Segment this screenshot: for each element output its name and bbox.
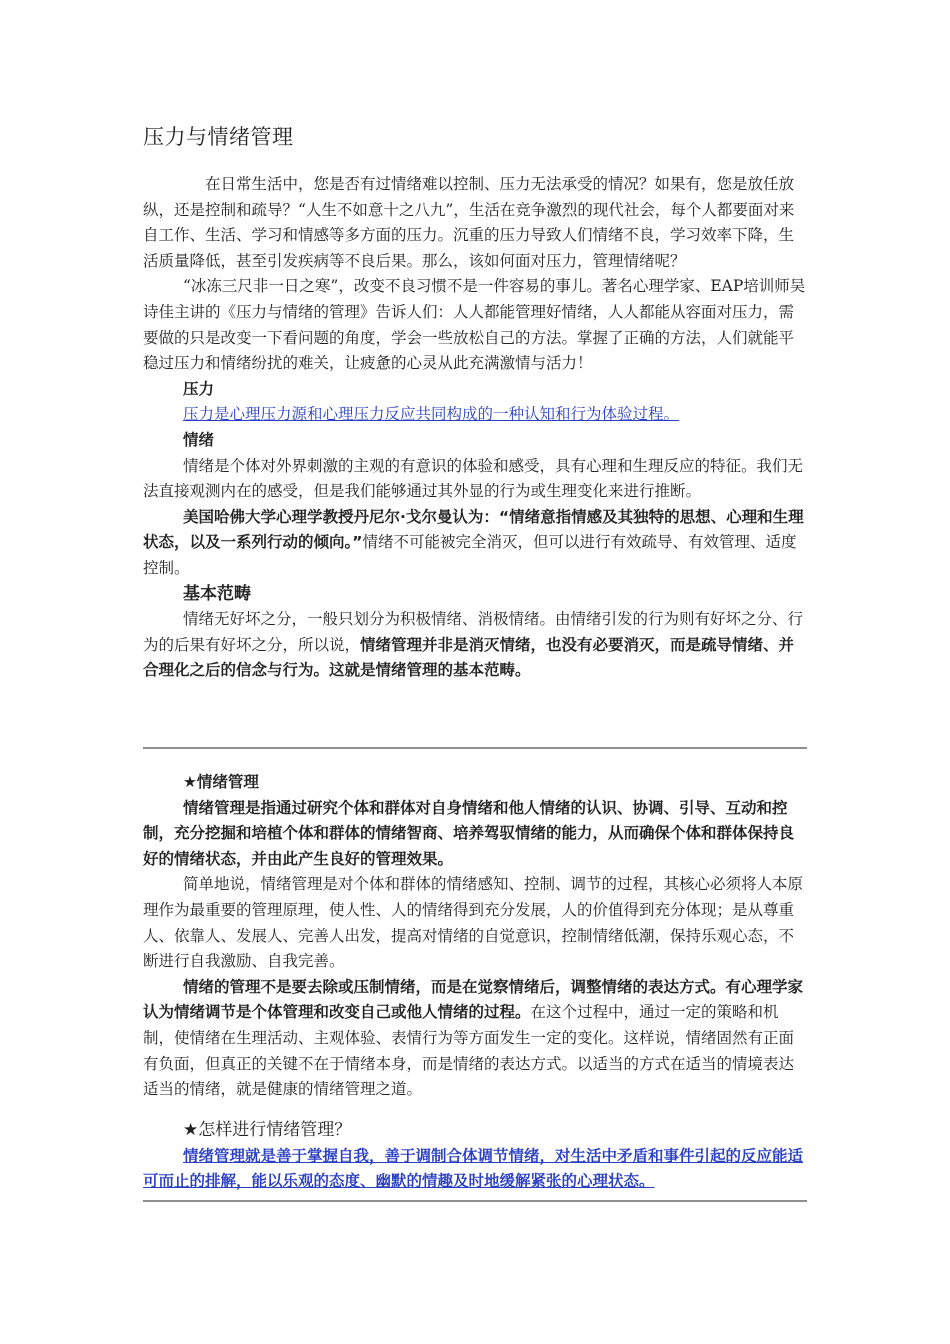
intro-section: [143, 172, 807, 684]
category-paragraph-bold: 情绪管理并非是消灭情绪，也没有必要消灭，而是疏导情绪、并合理化之后的信念与行为。这就是情绪管理的基本范畴。: [143, 635, 795, 680]
divider-1: [143, 747, 807, 749]
divider-2: [143, 1200, 807, 1202]
category-paragraph-plain: 情绪无好坏之分，一般只划分为积极情绪、消极情绪。由情绪引发的行为则有好坏之分、行为的后果有好坏之分，所以说，: [143, 610, 804, 654]
management-paragraph-2: 简单地说，情绪管理是对个体和群体的情绪感知、控制、调节的过程，其核心必须将人本原理作为最重要的管理原理，使人性、人的情绪得到充分发展，人的价值得到充分体现；是从尊重人、依靠人、发展人、完善人出发，提高对情绪的自觉意识，控制情绪低潮，保持乐观心态，不断进行自我激励、自我完善。: [143, 875, 804, 971]
management-paragraph-3: [143, 975, 807, 1103]
emotion-paragraph-1: 情绪是个体对外界刺激的主观的有意识的体验和感受，具有心理和生理反应的特征。我们无法直接观测内在的感受，但是我们能够通过其外显的行为或生理变化来进行推断。: [143, 456, 804, 501]
emotion-quote: 美国哈佛大学心理学教授丹尼尔·戈尔曼认为：“情绪意指情感及其独特的思想、心理和生理状态，以及一系列行动的倾向。”: [143, 507, 804, 552]
how-paragraph: [143, 1144, 807, 1195]
management-heading: ★情绪管理: [183, 773, 259, 791]
how-section: [143, 1118, 807, 1195]
category-paragraph: [143, 607, 807, 684]
emotion-heading: 情绪: [183, 430, 215, 449]
management-paragraph-3-bold: 情绪的管理不是要去除或压制情绪，而是在觉察情绪后，调整情绪的表达方式。有心理学家认为情绪调节是个体管理和改变自己或他人情绪的过程。: [143, 977, 804, 1022]
management-paragraph-3-rest: 在这个过程中，通过一定的策略和机制，使情绪在生理活动、主观体验、表情行为等方面发生一定的变化。这样说，情绪固然有正面有负面，但真正的关键不在于情绪本身，而是情绪的表达方式。以适当的方式在适当的情境表达适当的情绪，就是健康的情绪管理之道。: [143, 1003, 795, 1099]
intro-paragraph-1: 在日常生活中，您是否有过情绪难以控制、压力无法承受的情况？如果有，您是放任放纵，还是控制和疏导？“人生不如意十之八九”，生活在竞争激烈的现代社会，每个人都要面对来自工作、生活、学习和情感等多方面的压力。沉重的压力导致人们情绪不良，学习效率下降，生活质量降低，甚至引发疾病等不良后果。那么，该如何面对压力，管理情绪呢？: [143, 175, 795, 270]
emotion-paragraph-2: [143, 505, 807, 582]
management-paragraph-1: 情绪管理是指通过研究个体和群体对自身情绪和他人情绪的认识、协调、引导、互动和控制，充分挖掘和培植个体和群体的情绪智商、培养驾驭情绪的能力，从而确保个体和群体保持良好的情绪状态，并由此产生良好的管理效果。: [143, 798, 795, 868]
pressure-definition-link[interactable]: 压力是心理压力源和心理压力反应共同构成的一种认知和行为体验过程。: [183, 405, 680, 424]
emotion-paragraph-2-rest: 情绪不可能被完全消灭，但可以进行有效疏导、有效管理、适度控制。: [143, 533, 797, 577]
management-section: [143, 770, 807, 1103]
pressure-heading: 压力: [183, 379, 215, 398]
intro-paragraph-2: “冰冻三尺非一日之寒”，改变不良习惯不是一件容易的事儿。著名心理学家、EAP培训师吴诗佳主讲的《压力与情绪的管理》告诉人们：人人都能管理好情绪，人人都能从容面对压力，需要做的只是改变一下看问题的角度，学会一些放松自己的方法。掌握了正确的方法，人们就能平稳过压力和情绪纷扰的难关，让疲惫的心灵从此充满激情与活力！: [143, 277, 806, 373]
page-title: 压力与情绪管理: [143, 125, 294, 149]
category-heading: 基本范畴: [183, 583, 251, 604]
how-heading: ★怎样进行情绪管理？: [183, 1120, 352, 1140]
how-definition-link[interactable]: 情绪管理就是善于掌握自我，善于调制合体调节情绪，对生活中矛盾和事件引起的反应能适可而止的排解，能以乐观的态度、幽默的情趣及时地缓解紧张的心理状态。: [143, 1146, 804, 1191]
